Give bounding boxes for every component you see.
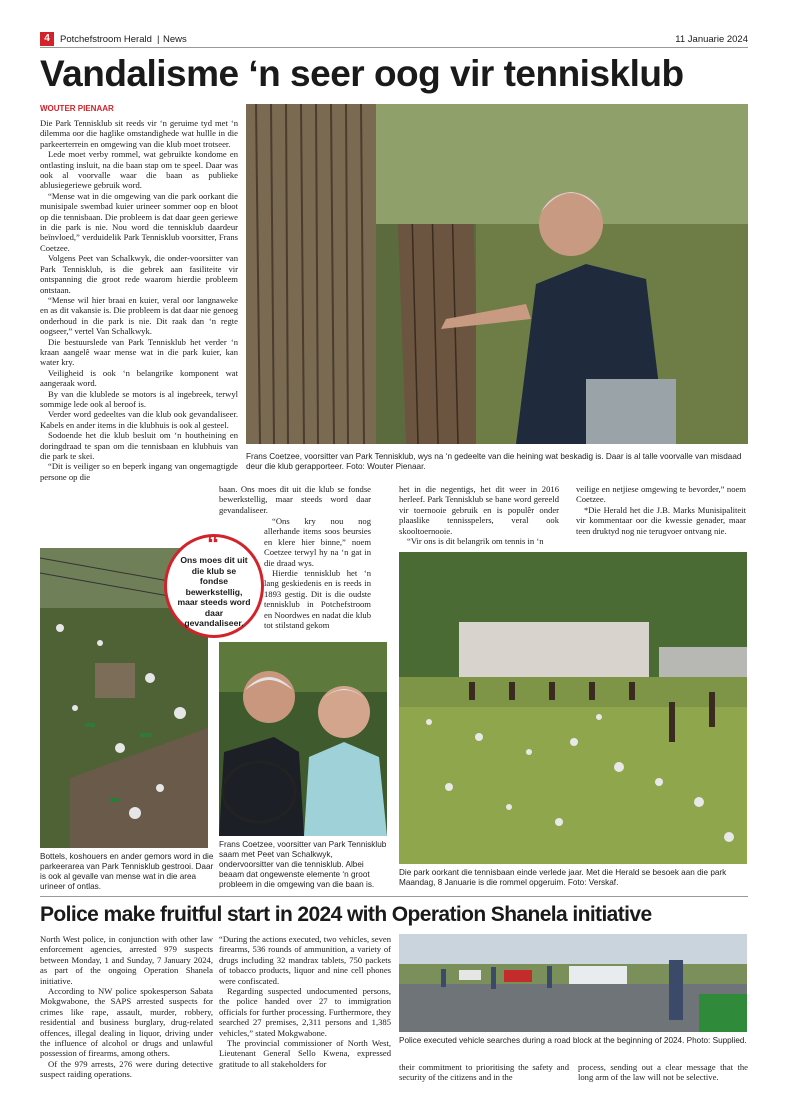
main-photo-coetzee-fence xyxy=(246,104,748,444)
article-column-1 xyxy=(40,118,238,538)
paragraph: Volgens Peet van Schalkwyk, die onder-voorsitter van Park Tennisklub, is die gebrek aan fasiliteite vir ontspanning die groot rede waarom hierdie probleem ontstaan. xyxy=(40,253,238,295)
col2-para3: Hierdie tennisklub het ‘n lang geskiedenis en is reeds in 1893 gestig. Dit is die oudste tennisklub in Potchefstroom en Noordwes en nadat die klub tot stilstand gekom xyxy=(264,568,371,631)
paragraph: “During the actions executed, two vehicles, seven firearms, 536 rounds of ammunition, a variety of drugs including 32 mandrax tablets, 750 packets of tobacco products, liquor and nine cell phones were confiscated. xyxy=(219,934,391,986)
paragraph: Regarding suspected undocumented persons, the police handed over 27 to immigration officials for further processing. Furthermore, they searched 27 premises, 2,311 persons and 1,385 vehicles,” stated Mokgwabone. xyxy=(219,986,391,1038)
col3-para1: het in die negentigs, het dit weer in 2016 herleef. Park Tennisklub se bane word gereeld vir toernooie gebruik en is populêr onder plaaslike tennisspelers, veral ook skooltoernooie. xyxy=(399,484,559,536)
col4-para1: veilige en netjiese omgewing te bevorder,” noem Coetzee. xyxy=(576,484,746,505)
paragraph: By van die klublede se motors is al ingebreek, terwyl sommige lede ook al beroof is. xyxy=(40,388,238,409)
header-separator: | xyxy=(157,34,160,45)
paragraph: The provincial commissioner of North West, Lieutenant General Sello Kwena, expressed gratitude to all stakeholders for xyxy=(219,1038,391,1069)
photo-coetzee-van-schalkwyk xyxy=(219,642,387,836)
police-column-2 xyxy=(219,934,391,1084)
headline: Vandalisme ‘n seer oog vir tennisklub xyxy=(40,53,684,94)
paragraph: Die Park Tennisklub sit reeds vir ‘n geruime tyd met ‘n dilemma oor die haglike omstandighede wat hullle in die parkeerterrein en omgewing van die klub moet trotseer. xyxy=(40,118,238,149)
col4-para2: *Die Herald het die J.B. Marks Munisipaliteit vir kommentaar oor die kwessie genader, maar teen druktyd nog nie terugvoer ontvang nie. xyxy=(576,504,746,536)
paragraph: “Mense wil hier braai en kuier, veral oor langnaweke en as dit vakansie is. Die probleem is dat daar nie genoeg onderhoud in die park is nie. Dit raak dan ‘n regte oogseer,” vertel Van Schalkwyk. xyxy=(40,294,238,337)
article-divider xyxy=(40,896,748,897)
paragraph: “Dit is veiliger so en beperk ingang van ongemagtigde persone op die xyxy=(40,461,238,482)
paragraph: According to NW police spokesperson Sabata Mokgwabone, the SAPS arrested suspects for crimes like rape, assault, murder, robbery, residential and business burglary, drug-related offences, illegal dealing in liquor, driving under the influence of alcohol or drugs and unlawful possession of firearms, among others. xyxy=(40,986,213,1059)
article-column-4 xyxy=(576,484,746,546)
col2-para2: “Ons kry nou nog allerhande items soos beursies en klere hier binne,” noem Coetzee terwyl hy na ‘n gat in die draad wys. xyxy=(264,516,371,568)
caption-right-photo: Die park oorkant die tennisbaan einde verlede jaar. Met die Herald se besoek aan die park Maandag, 8 Januarie is die rommel opgeruim. Foto: Verskaf. xyxy=(399,868,727,887)
paragraph: Of the 979 arrests, 276 were during detective suspect raiding operations. xyxy=(40,1058,213,1080)
police-column-1 xyxy=(40,934,213,1084)
byline: WOUTER PIENAAR xyxy=(40,104,114,113)
paragraph: Sodoende het die klub besluit om ‘n houtheining en doringdraad te span om die tennisbaan en klubhuis van die park te skei. xyxy=(40,430,238,461)
police-column-3 xyxy=(399,1062,569,1084)
police-column-4 xyxy=(578,1062,748,1084)
caption-left-photo: Bottels, koshouers en ander gemors word in die parkeerarea van Park Tennisklub gestrooi. Daar is ook al gevalle van mense wat in die area urineer of ontlas. xyxy=(40,852,214,891)
caption-main-photo: Frans Coetzee, voorsitter van Park Tennisklub, wys na ‘n gedeelte van die heining wat beskadig is. Daar is al talle voorvalle van misdaad deur die klub gerapporteer. Foto: Wouter Pienaar. xyxy=(246,452,742,471)
paragraph: North West police, in conjunction with other law enforcement agencies, arrested 979 suspects between Monday, 1 and Sunday, 7 January 2024, as part of the ongoing Operation Shanela initiative. xyxy=(40,934,213,986)
article-column-2-continued xyxy=(264,516,371,632)
article-column-3 xyxy=(399,484,559,546)
pull-quote-text: Ons moes dit uit die klub se fondse bewerkstellig, maar steeds word daar gevandaliseer. xyxy=(177,555,251,628)
section-name: News xyxy=(163,34,187,45)
pull-quote-bubble xyxy=(164,531,264,638)
paragraph: Verder word gedeeltes van die klub ook gevandaliseer. Kabels en ander items in die klubhuis is ook al gesteel. xyxy=(40,409,238,430)
police-col4-text: process, sending out a clear message that the long arm of the law will not be selective. xyxy=(578,1062,748,1083)
headline-police: Police make fruitful start in 2024 with Operation Shanela initiative xyxy=(40,903,652,926)
paragraph: Veiligheid is ook ‘n belangrike komponent wat aangeraak word. xyxy=(40,367,238,389)
caption-police-photo: Police executed vehicle searches during a road block at the beginning of 2024. Photo: Supplied. xyxy=(399,1036,747,1045)
publication-name: Potchefstroom Herald xyxy=(60,34,152,45)
photo-park-littered xyxy=(399,552,747,864)
photo-police-roadblock xyxy=(399,934,747,1032)
police-col3-text: their commitment to prioritising the safety and security of the citizens and in the xyxy=(399,1062,569,1083)
col2-para1: baan. Ons moes dit uit die klub se fondse bewerkstellig, maar steeds word daar gevandaliseer. xyxy=(219,484,371,515)
col3-para2: “Vir ons is dit belangrik om tennis in ‘n xyxy=(407,536,544,546)
paragraph: “Mense wat in die omgewing van die park oorkant die munisipale swembad kuier urineer sommer oop en bloot op die tennisbaan. Die probleem is dat daar geen geriewe in die park is nie. Nou word die tennisklub daardeur beïnvloed,” verduidelik Park Tennisklub voorsitter, Frans Coetzee. xyxy=(40,190,238,253)
paragraph: Lede moet verby rommel, wat gebruikte kondome en ontlasting insluit, na die baan stap om te speel. Daar was ook al voorvalle waar die baan as publieke ablusiegeriewe gebruik word. xyxy=(40,149,238,191)
issue-date: 11 Januarie 2024 xyxy=(675,34,748,45)
caption-middle-photo: Frans Coetzee, voorsitter van Park Tennisklub saam met Peet van Schalkwyk, ondervoorsitter van die tennisklub. Albei beaam dat ongewenste elemente ‘n groot probleem in die omgewing van die baan is. xyxy=(219,840,387,889)
quote-mark-icon: “ xyxy=(207,531,219,558)
page-number: 4 xyxy=(40,32,54,46)
paragraph: Die bestuurslede van Park Tennisklub het verder ‘n kraan aangelê waar mense wat in die park kuier, kan water kry. xyxy=(40,336,238,368)
page-header xyxy=(40,32,748,48)
